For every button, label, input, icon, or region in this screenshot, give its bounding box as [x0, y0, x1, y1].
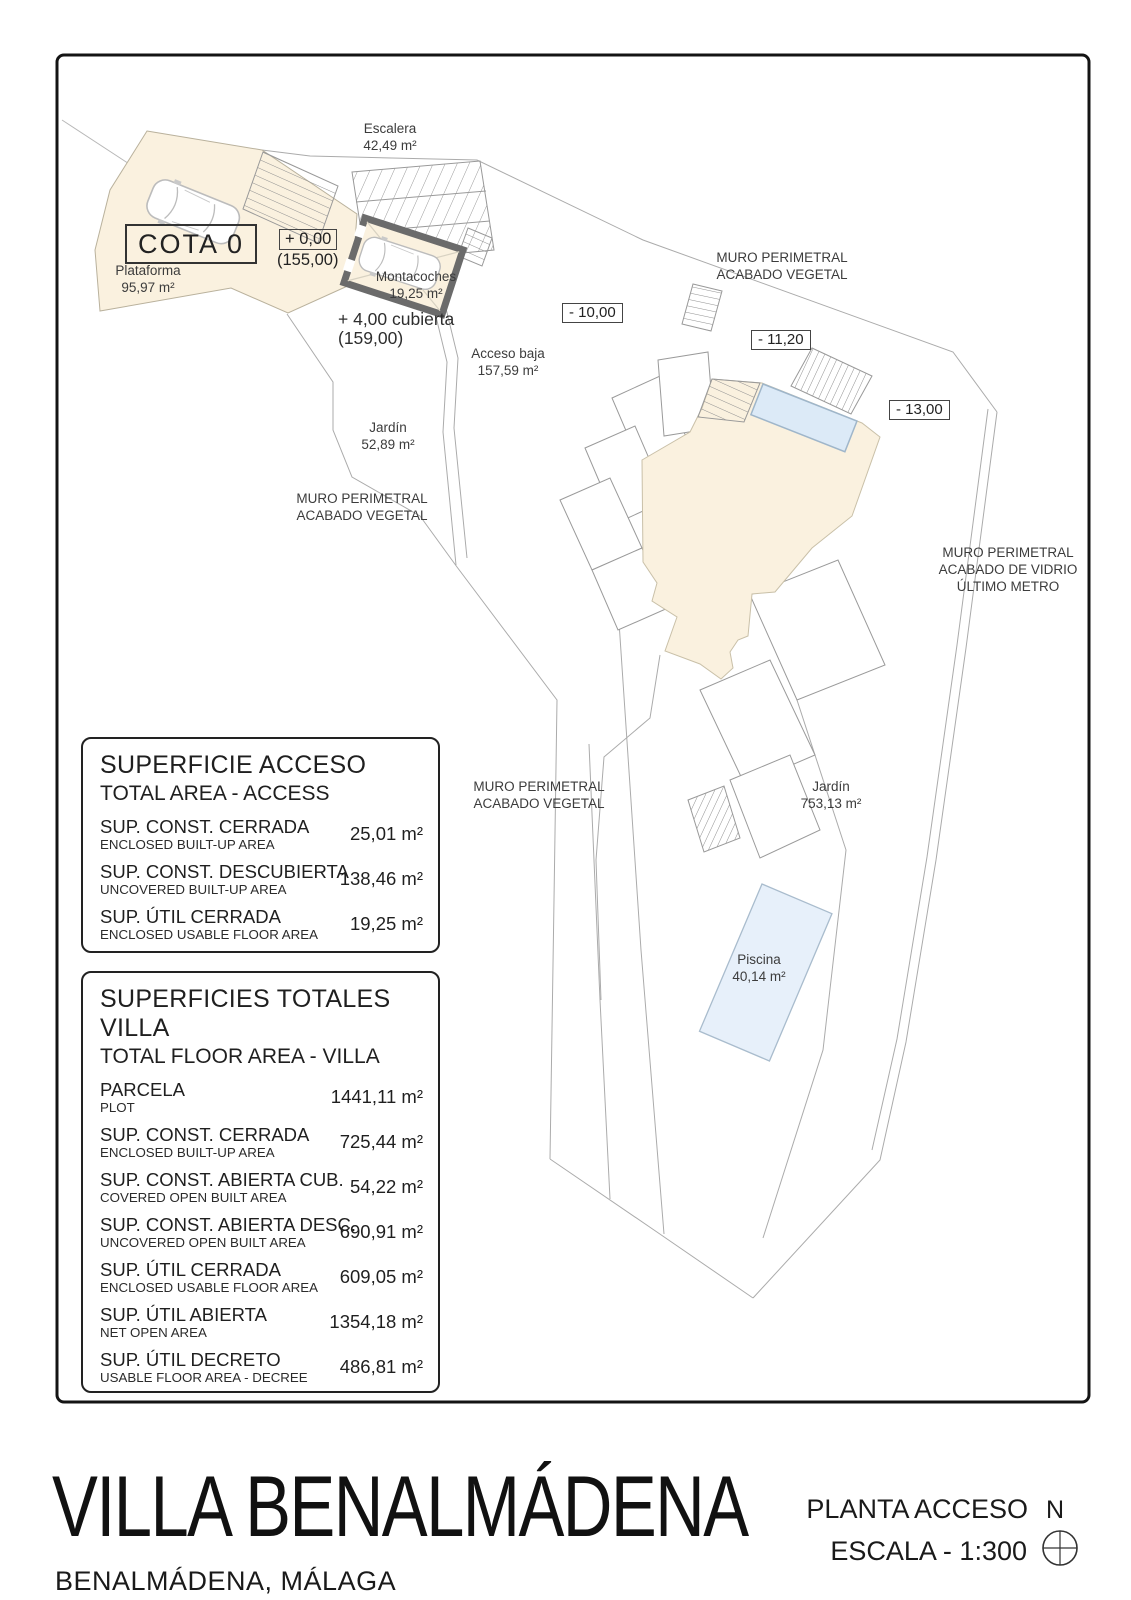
area-row: SUP. CONST. DESCUBIERTA UNCOVERED BUILT-UP AREA 138,46 m²: [100, 861, 423, 897]
table-subtitle: TOTAL FLOOR AREA - VILLA: [100, 1045, 380, 1068]
level-plus0-absolute: (155,00): [277, 251, 339, 269]
table-title: SUPERFICIES TOTALES VILLA: [100, 985, 391, 1042]
cota0-box: COTA 0: [125, 224, 257, 264]
escalera-label: [363, 120, 416, 154]
area-row: PARCELA PLOT 1441,11 m²: [100, 1079, 423, 1115]
sheet-name: PLANTA ACCESO: [806, 1494, 1028, 1524]
compass-icon: [1040, 1528, 1080, 1568]
piscina-label: [732, 951, 785, 985]
area-size: 95,97 m²: [121, 280, 175, 295]
area-size: 19,25 m²: [389, 286, 443, 301]
area-row: SUP. CONST. ABIERTA CUB. COVERED OPEN BUILT AREA 54,22 m²: [100, 1169, 423, 1205]
project-title: VILLA BENALMÁDENA: [52, 1459, 748, 1555]
area-name: Acceso baja: [471, 346, 545, 361]
area-row: SUP. ÚTIL CERRADA ENCLOSED USABLE FLOOR AREA 19,25 m²: [100, 906, 423, 942]
area-row: SUP. CONST. CERRADA ENCLOSED BUILT-UP AREA 725,44 m²: [100, 1124, 423, 1160]
muro-vegetal-label-mid: MURO PERIMETRAL ACABADO VEGETAL: [473, 779, 605, 811]
cubierta-level-label: + 4,00 cubierta (159,00): [338, 309, 455, 348]
scale-label: ESCALA - 1:300: [830, 1536, 1027, 1566]
level-plus0-box: + 0,00: [279, 229, 337, 250]
area-size: 42,49 m²: [363, 138, 417, 153]
table-superficies-totales: [81, 971, 440, 1393]
level-minus13-box: - 13,00: [889, 400, 950, 420]
area-value: 486,81 m²: [339, 1356, 423, 1377]
area-row: SUP. ÚTIL DECRETO USABLE FLOOR AREA - DECREE 486,81 m²: [100, 1349, 423, 1385]
area-value: 54,22 m²: [349, 1176, 423, 1197]
area-name: Escalera: [363, 121, 417, 136]
area-name: Jardín: [369, 420, 407, 435]
area-value: 725,44 m²: [339, 1131, 423, 1152]
area-value: 609,05 m²: [339, 1266, 423, 1287]
table-subtitle: TOTAL AREA - ACCESS: [100, 782, 330, 805]
area-size: 52,89 m²: [361, 437, 415, 452]
project-location: BENALMÁDENA, MÁLAGA: [55, 1566, 397, 1596]
area-row: SUP. CONST. ABIERTA DESC. UNCOVERED OPEN BUILT AREA 690,91 m²: [100, 1214, 423, 1250]
area-size: 157,59 m²: [477, 363, 539, 378]
area-name: Piscina: [737, 952, 781, 967]
north-label: N: [1046, 1496, 1065, 1524]
area-name: Plataforma: [115, 263, 181, 278]
muro-vegetal-label-left: MURO PERIMETRAL ACABADO VEGETAL: [296, 491, 428, 523]
montacoches-label: [376, 268, 456, 302]
area-name: Jardín: [812, 779, 850, 794]
area-value: 1441,11 m²: [330, 1086, 423, 1107]
jardin-small-label: [361, 419, 414, 453]
area-size: 753,13 m²: [800, 796, 862, 811]
plataforma-label: [115, 262, 180, 296]
area-size: 40,14 m²: [732, 969, 786, 984]
area-value: 1354,18 m²: [329, 1311, 423, 1332]
area-value: 19,25 m²: [349, 913, 423, 934]
area-name: Montacoches: [375, 269, 457, 284]
area-row: SUP. ÚTIL CERRADA ENCLOSED USABLE FLOOR AREA 609,05 m²: [100, 1259, 423, 1295]
level-minus10-box: - 10,00: [562, 303, 623, 323]
area-row: SUP. CONST. CERRADA ENCLOSED BUILT-UP AREA 25,01 m²: [100, 816, 423, 852]
area-value: 138,46 m²: [339, 868, 423, 889]
level-minus11-box: - 11,20: [751, 330, 811, 350]
acceso-baja-label: [471, 345, 545, 379]
muro-vidrio-label: MURO PERIMETRAL ACABADO DE VIDRIO ÚLTIMO METRO: [938, 545, 1078, 594]
table-title: SUPERFICIE ACCESO: [100, 751, 367, 779]
table-superficie-acceso: [81, 737, 440, 953]
area-value: 25,01 m²: [349, 823, 423, 844]
jardin-large-label: [801, 778, 862, 812]
area-row: SUP. ÚTIL ABIERTA NET OPEN AREA 1354,18 m²: [100, 1304, 423, 1340]
muro-vegetal-label-top: MURO PERIMETRAL ACABADO VEGETAL: [716, 250, 848, 282]
area-value: 690,91 m²: [339, 1221, 423, 1242]
